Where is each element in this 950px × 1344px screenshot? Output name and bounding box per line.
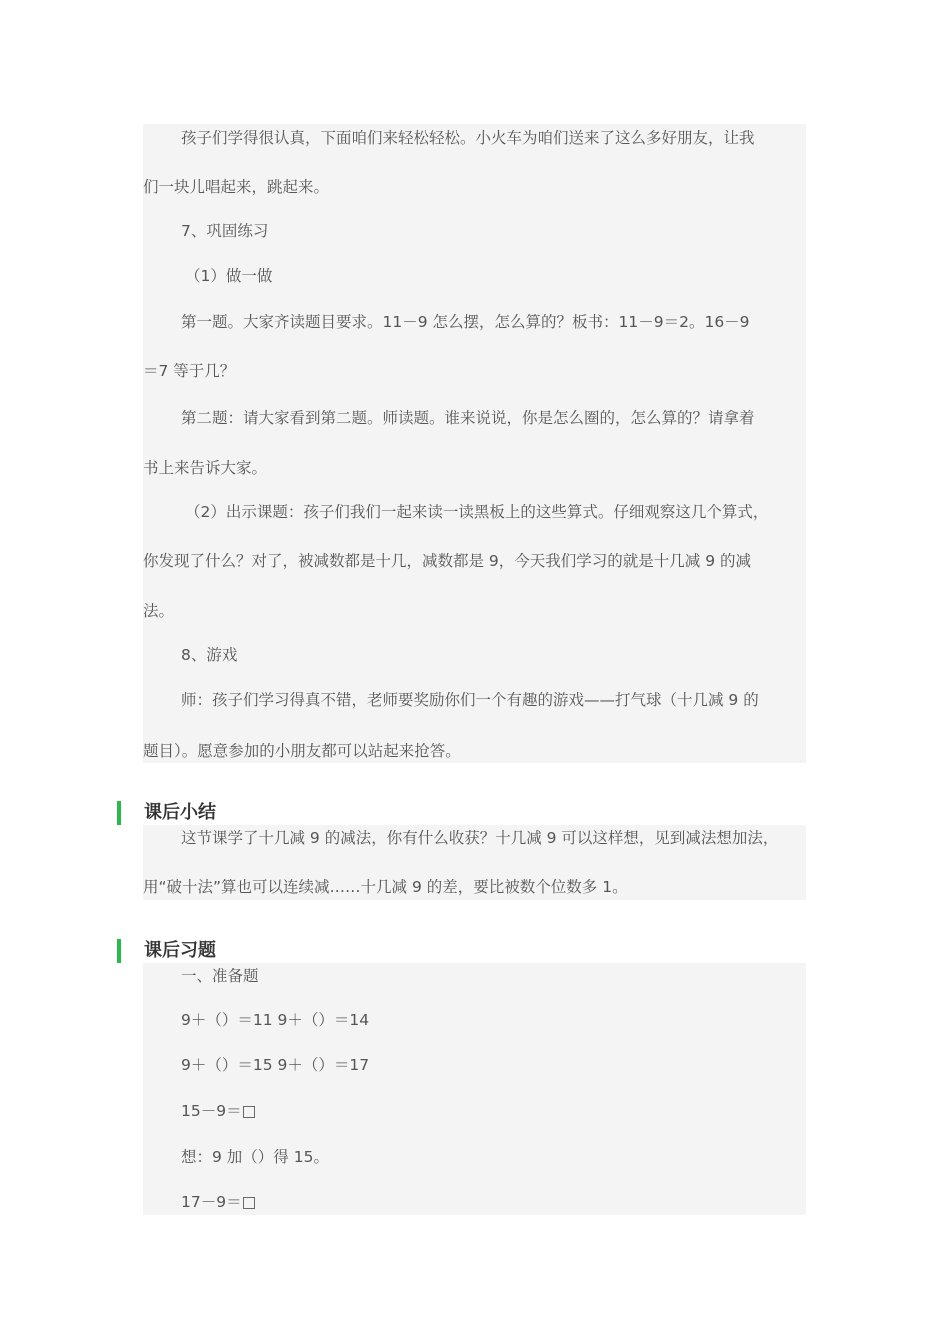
heading-accent-bar [117,939,121,963]
paragraph-line: ＝7 等于几？ [143,362,236,380]
summary-block [143,825,806,900]
lesson-text-block [143,124,806,763]
exercise-item: 17－9＝□ [181,1193,257,1211]
exercise-title: 一、准备题 [181,967,259,985]
exercises-block [143,963,806,1215]
exercise-item: 9＋（）＝15 9＋（）＝17 [181,1056,370,1074]
paragraph-line: 用“破十法”算也可以连续减……十几减 9 的差，要比被数个位数多 1。 [143,878,628,896]
paragraph-line: 师：孩子们学习得真不错，老师要奖励你们一个有趣的游戏——打气球（十几减 9 的 [181,691,759,709]
paragraph-line: 你发现了什么？对了，被减数都是十几，减数都是 9，今天我们学习的就是十几减 9 的减 [143,552,752,570]
paragraph-line: 题目）。愿意参加的小朋友都可以站起来抢答。 [143,742,461,760]
exercises-heading-title: 课后习题 [144,940,216,961]
exercise-item: 15－9＝□ [181,1102,257,1120]
paragraph-line: 孩子们学得很认真，下面咱们来轻松轻松。小火车为咱们送来了这么多好朋友，让我 [181,129,755,147]
exercise-item: 想：9 加（）得 15。 [181,1148,329,1166]
heading-accent-bar [117,801,121,825]
summary-heading-title: 课后小结 [144,802,216,823]
subsection-title: 7、巩固练习 [181,222,269,240]
subsection-title: （1）做一做 [185,267,273,285]
paragraph-line: 这节课学了十几减 9 的减法，你有什么收获？十几减 9 可以这样想，见到减法想加法， [181,829,779,847]
paragraph-line: 第二题：请大家看到第二题。师读题。谁来说说，你是怎么圈的，怎么算的？请拿着 [181,409,755,427]
subsection-title: 8、游戏 [181,646,238,664]
exercise-item: 9＋（）＝11 9＋（）＝14 [181,1011,370,1029]
paragraph-line: 第一题。大家齐读题目要求。11－9 怎么摆，怎么算的？板书：11－9＝2。16－9 [181,313,750,331]
paragraph-line: 法。 [143,602,175,620]
paragraph-line: 们一块儿唱起来，跳起来。 [143,178,330,196]
paragraph-line: 书上来告诉大家。 [143,459,268,477]
paragraph-line: （2）出示课题：孩子们我们一起来读一读黑板上的这些算式。仔细观察这几个算式， [185,503,769,521]
